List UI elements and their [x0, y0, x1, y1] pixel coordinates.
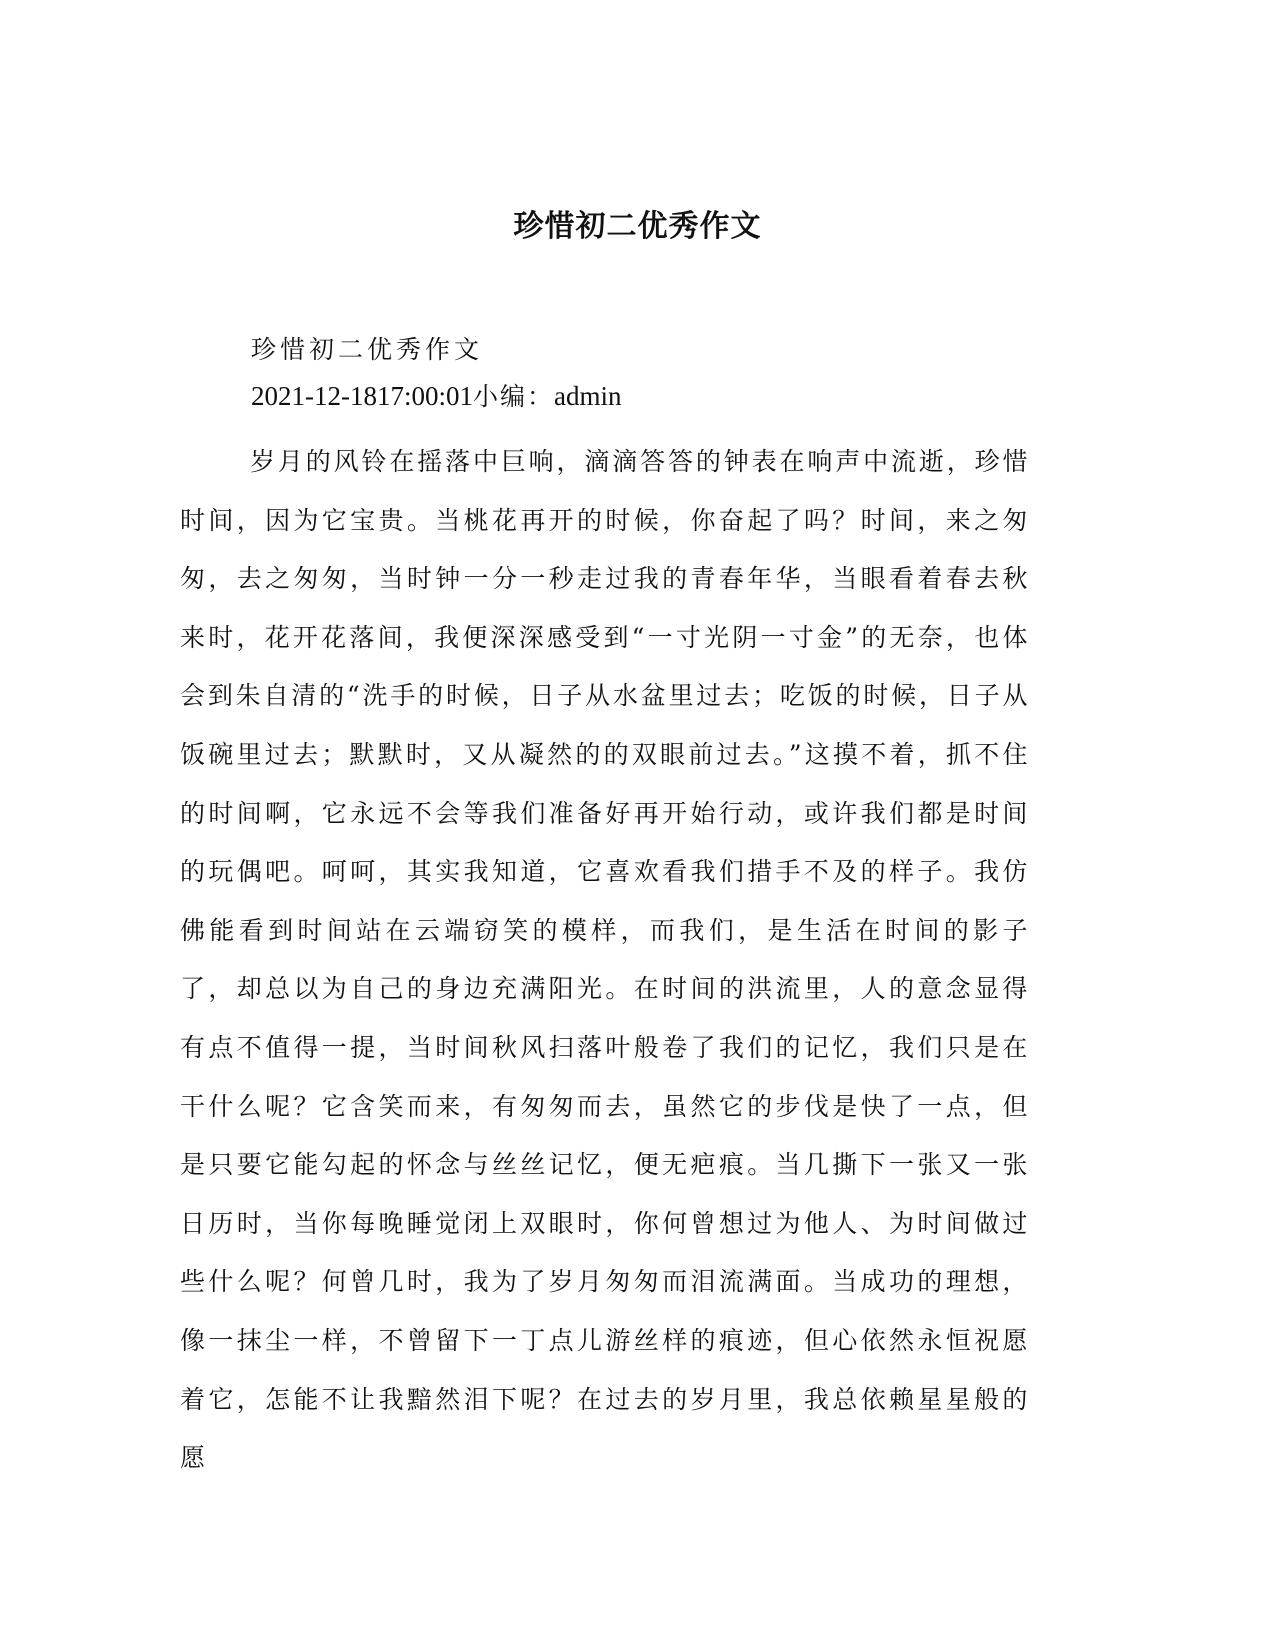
- article-meta: [251, 376, 622, 417]
- author-label: 小编：: [473, 382, 555, 411]
- publish-datetime: 2021-12-1817:00:01: [251, 381, 473, 411]
- document-title: 珍惜初二优秀作文: [513, 209, 762, 244]
- article-heading: 珍惜初二优秀作文: [251, 335, 484, 364]
- author-name: admin: [554, 381, 622, 411]
- article-body: 岁月的风铃在摇落中巨响，滴滴答答的钟表在响声中流逝，珍惜时间，因为它宝贵。当桃花再开的时候，你奋起了吗？时间，来之匆匆，去之匆匆，当时钟一分一秒走过我的青春年华，当眼看着春去秋来时，花开花落间，我便深深感受到“一寸光阴一寸金”的无奈，也体会到朱自清的“洗手的时候，日子从水盆里过去；吃饭的时候，日子从饭碗里过去；默默时，又从凝然的的双眼前过去。”这摸不着，抓不住的时间啊，它永远不会等我们准备好再开始行动，或许我们都是时间的玩偶吧。呵呵，其实我知道，它喜欢看我们措手不及的样子。我仿佛能看到时间站在云端窃笑的模样，而我们，是生活在时间的影子了，却总以为自己的身边充满阳光。在时间的洪流里，人的意念显得有点不值得一提，当时间秋风扫落叶般卷了我们的记忆，我们只是在干什么呢？它含笑而来，有匆匆而去，虽然它的步伐是快了一点，但是只要它能勾起的怀念与丝丝记忆，便无疤痕。当几撕下一张又一张日历时，当你每晚睡觉闭上双眼时，你何曾想过为他人、为时间做过些什么呢？何曾几时，我为了岁月匆匆而泪流满面。当成功的理想，像一抹尘一样，不曾留下一丁点儿游丝样的痕迹，但心依然永恒祝愿着它，怎能不让我黯然泪下呢？在过去的岁月里，我总依赖星星般的愿: [180, 447, 1030, 1473]
